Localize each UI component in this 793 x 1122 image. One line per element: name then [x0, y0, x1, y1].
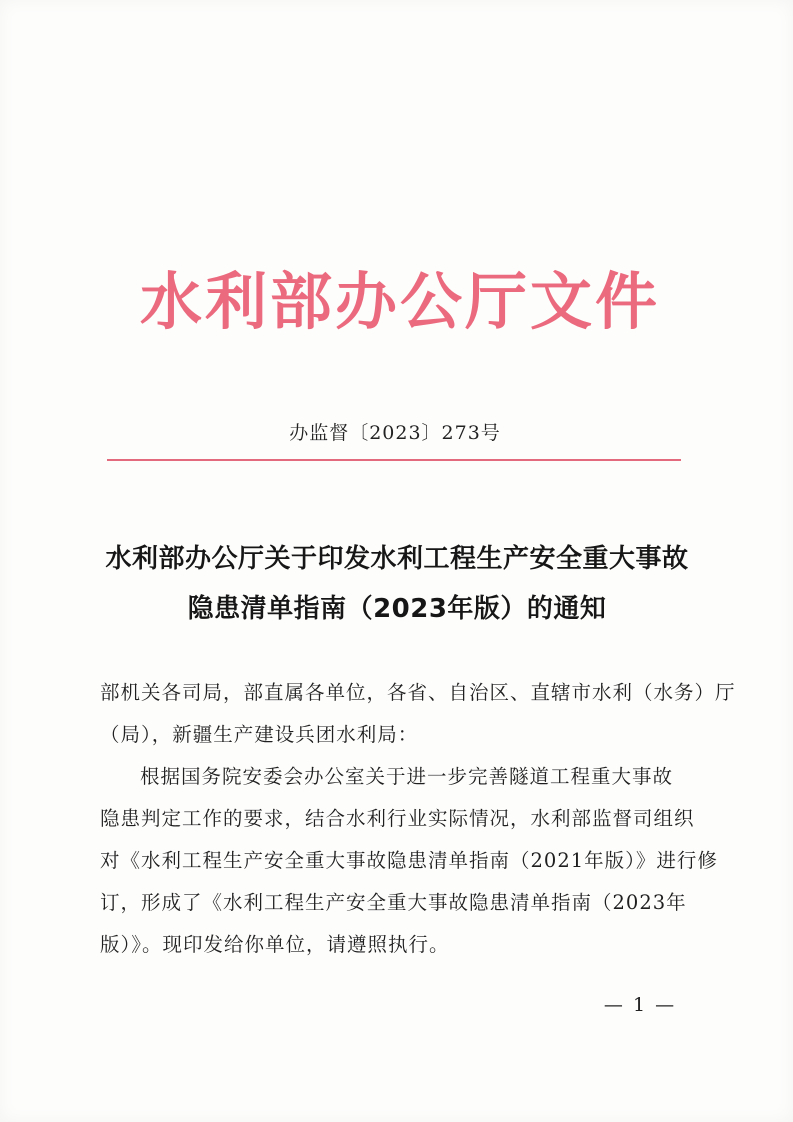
notice-title-line-2: 隐患清单指南（2023年版）的通知 — [187, 594, 607, 624]
masthead-title: 水利部办公厅文件 — [139, 265, 660, 338]
paragraph-line-5: 版）》。现印发给你单位，请遵照执行。 — [100, 933, 450, 956]
page-number: — 1 — — [603, 994, 677, 1016]
red-divider-line — [107, 459, 681, 461]
addressee-line-1: 部机关各司局，部直属各单位，各省、自治区、直辖市水利（水务）厅 — [100, 681, 736, 704]
notice-title — [86, 534, 708, 634]
notice-title-line-1: 水利部办公厅关于印发水利工程生产安全重大事故 — [105, 544, 689, 574]
notice-body — [100, 672, 736, 966]
document-number: 办监督〔2023〕273号 — [289, 422, 501, 444]
paragraph-line-2: 隐患判定工作的要求，结合水利行业实际情况，水利部监督司组织 — [100, 807, 695, 830]
addressee-line-2: （局），新疆生产建设兵团水利局： — [100, 723, 419, 746]
paragraph-line-4: 订，形成了《水利工程生产安全重大事故隐患清单指南（2023年 — [100, 891, 687, 914]
paragraph-line-3: 对《水利工程生产安全重大事故隐患清单指南（2021年版）》进行修 — [100, 849, 718, 872]
paragraph-line-1: 根据国务院安委会办公室关于进一步完善隧道工程重大事故 — [140, 765, 674, 788]
